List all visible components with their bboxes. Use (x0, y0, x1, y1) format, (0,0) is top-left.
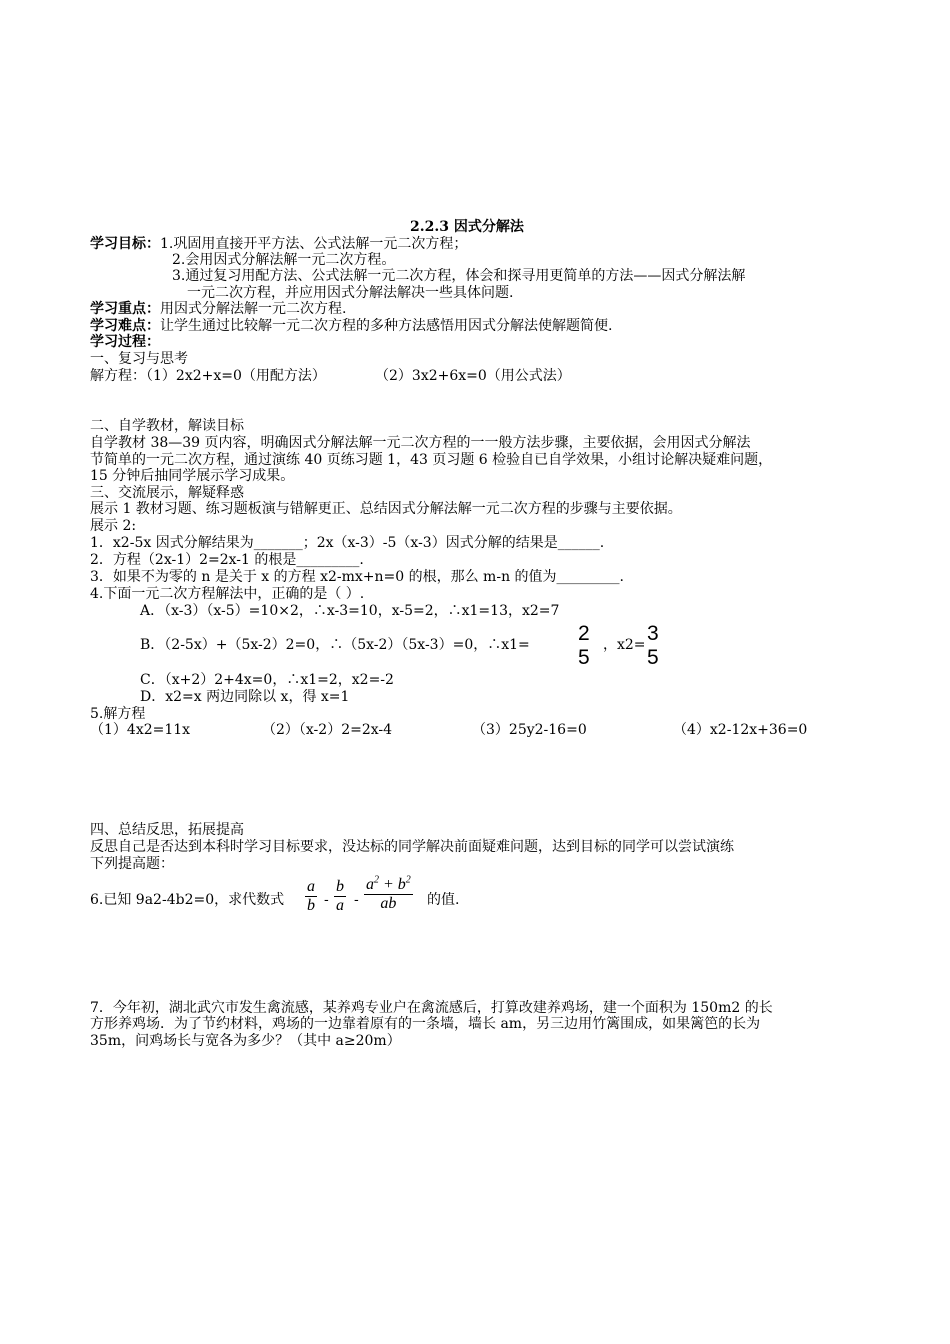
question-5-part-2: （2）（x-2）2=2x-4 (262, 722, 393, 738)
section-1-question-1: 解方程：（1）2x2+x=0（用配方法） (90, 368, 326, 384)
process-label: 学习过程： (90, 334, 160, 350)
focus-line (90, 301, 346, 317)
question-2: 2．方程（2x-1）2=2x-1 的根是_________. (90, 552, 364, 568)
option-b-text: B．（2-5x）+（5x-2）2=0，∴（5x-2）（5x-3）=0，∴x1= (140, 637, 530, 653)
numerator-a: a (366, 876, 374, 893)
exponent: 2 (405, 874, 411, 886)
goals-label: 学习目标： (90, 236, 160, 252)
section-2-heading: 二、自学教材，解读目标 (90, 418, 244, 434)
expr-fraction-sum-over-ab (364, 876, 413, 913)
difficulty-label: 学习难点： (90, 318, 160, 334)
goals-line-1 (90, 236, 467, 252)
section-4-line-1: 反思自己是否达到本科时学习目标要求，没达标的同学解决前面疑难问题，达到目标的同学可以尝试演练 (90, 839, 734, 855)
question-6-text: 6.已知 9a2-4b2=0，求代数式 (90, 892, 285, 908)
option-b-mid: ，x2= (603, 637, 646, 653)
question-1: 1．x2-5x 因式分解结果为_______；2x（x-3）-5（x-3）因式分解的结果是______. (90, 535, 605, 551)
question-7-line-2: 方形养鸡场．为了节约材料，鸡场的一边靠着原有的一条墙，墙长 am，另三边用竹篱围成，如果篱笆的长为 (90, 1016, 761, 1032)
section-4-line-2: 下列提高题： (90, 856, 174, 872)
option-a: A．（x-3）（x-5）=10×2，∴x-3=10，x-5=2，∴x1=13，x2=7 (140, 603, 560, 619)
fraction-numerator: 2 (578, 622, 590, 645)
fraction-denominator: 5 (578, 646, 590, 669)
section-2-line-1: 自学教材 38—39 页内容，明确因式分解法解一元二次方程的一一般方法步骤，主要依据，会用因式分解法 (90, 435, 751, 451)
show-2-label: 展示 2: (90, 518, 137, 534)
question-5: 5.解方程 (90, 706, 146, 722)
show-1: 展示 1 教材习题、练习题板演与错解更正、总结因式分解法解一元二次方程的步骤与主要依据。 (90, 501, 682, 517)
goal-2: 2.会用因式分解法解一元二次方程。 (172, 252, 396, 268)
goal-1: 1.巩固用直接开平方法、公式法解一元二次方程； (160, 236, 468, 252)
option-b-fraction-1 (576, 622, 592, 670)
exponent: 2 (374, 874, 379, 886)
focus-text: 用因式分解法解一元二次方程. (160, 301, 347, 317)
section-4-heading: 四、总结反思，拓展提高 (90, 822, 244, 838)
expr-fraction-b-over-a (334, 878, 346, 915)
section-2-line-3: 15 分钟后抽同学展示学习成果。 (90, 468, 295, 484)
numerator-plus-b: + b (379, 876, 406, 893)
difficulty-line (90, 318, 612, 334)
fraction-numerator: a (307, 878, 315, 895)
fraction-denominator: ab (380, 895, 397, 912)
question-5-part-3: （3）25y2-16=0 (472, 722, 587, 738)
fraction-denominator: b (307, 897, 315, 914)
section-1-heading: 一、复习与思考 (90, 351, 188, 367)
option-c: C．（x+2）2+4x=0，∴x1=2，x2=-2 (140, 672, 394, 688)
expr-minus-1: - (324, 892, 329, 908)
question-4: 4.下面一元二次方程解法中，正确的是（ ）. (90, 586, 365, 602)
difficulty-text: 让学生通过比较解一元二次方程的多种方法感悟用因式分解法使解题简便. (160, 318, 613, 334)
expr-fraction-a-over-b (305, 878, 317, 915)
question-5-part-1: （1）4x2=11x (90, 722, 191, 738)
goal-3a: 3.通过复习用配方法、公式法解一元二次方程，体会和探寻用更简单的方法——因式分解法解 (172, 268, 746, 284)
goal-3b: 一元二次方程，并应用因式分解法解决一些具体问题. (187, 285, 514, 301)
question-7-line-3: 35m，问鸡场长与宽各为多少？（其中 a≥20m） (90, 1033, 401, 1049)
fraction-numerator (364, 876, 413, 895)
question-7-line-1: 7．今年初，湖北武穴市发生禽流感，某养鸡专业户在禽流感后，打算改建养鸡场，建一个面积为 150m2 的长 (90, 1000, 773, 1016)
fraction-denominator: a (336, 897, 344, 914)
section-3-heading: 三、交流展示，解疑释惑 (90, 485, 244, 501)
question-6-suffix: 的值. (427, 892, 460, 908)
page-title: 2.2.3 因式分解法 (410, 219, 524, 235)
fraction-denominator: 5 (647, 646, 659, 669)
section-2-line-2: 节简单的一元二次方程，通过演练 40 页练习题 1，43 页习题 6 检验自已自学效果，小组讨论解决疑难问题， (90, 452, 773, 468)
section-1-question-2: （2）3x2+6x=0（用公式法） (375, 368, 571, 384)
question-3: 3．如果不为零的 n 是关于 x 的方程 x2-mx+n=0 的根，那么 m-n 的值为_________. (90, 569, 624, 585)
fraction-numerator: 3 (647, 622, 659, 645)
question-5-part-4: （4）x2-12x+36=0 (673, 722, 808, 738)
option-b-fraction-2 (645, 622, 661, 670)
fraction-numerator: b (336, 878, 344, 895)
focus-label: 学习重点： (90, 301, 160, 317)
option-d: D．x2=x 两边同除以 x，得 x=1 (140, 689, 350, 705)
expr-minus-2: - (354, 892, 359, 908)
